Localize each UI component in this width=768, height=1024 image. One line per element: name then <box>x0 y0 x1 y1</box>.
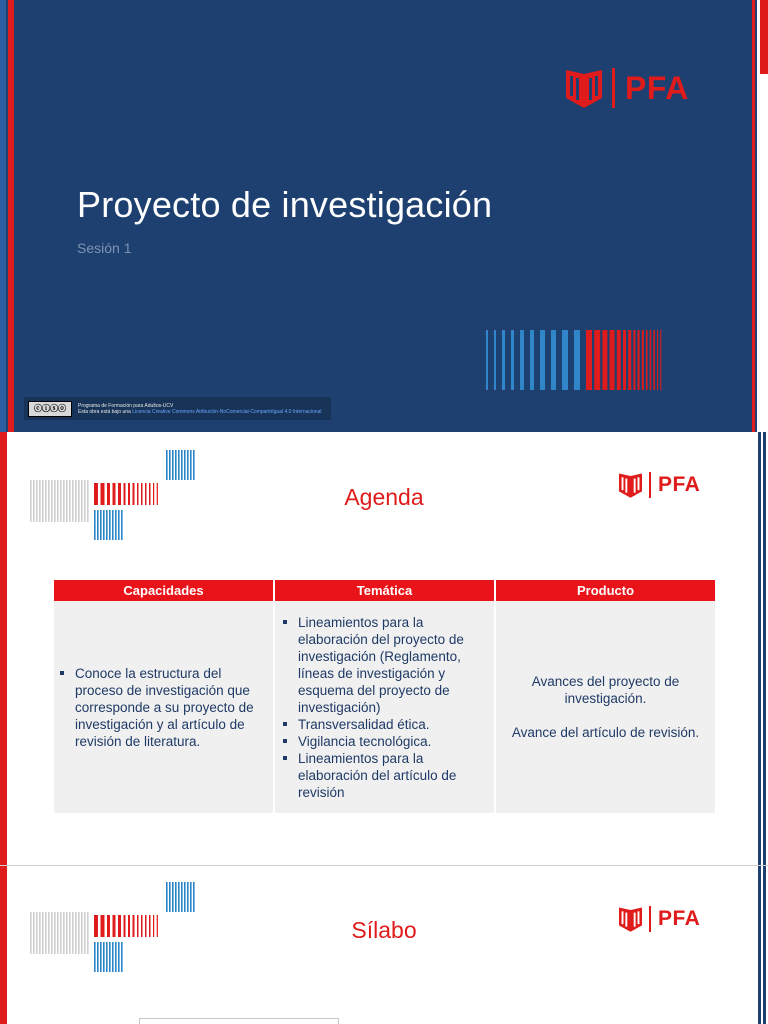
license-link[interactable]: Licencia Creative Commons Atribución-NoComercial-CompartirIgual 4.0 Internacional <box>132 408 322 415</box>
table-header-row <box>54 580 715 601</box>
by-icon: ⓘ <box>42 404 50 413</box>
agenda-table <box>54 580 715 813</box>
logo-separator <box>612 68 615 108</box>
agenda-slide <box>0 432 768 865</box>
title-slide <box>0 0 768 432</box>
content-frame <box>139 1018 339 1024</box>
list-item: Transversalidad ética. <box>277 716 490 733</box>
list-item: Vigilancia tecnológica. <box>277 733 490 750</box>
slide-subtitle: Sesión 1 <box>77 240 132 256</box>
cell-producto <box>495 601 715 813</box>
decorative-stripes <box>30 450 200 542</box>
logo-separator <box>649 906 651 932</box>
license-prefix: Esta obra está bajo una <box>78 408 131 415</box>
logo-separator <box>649 472 651 498</box>
slide-title: Proyecto de investigación <box>77 184 493 225</box>
cell-capacidades <box>54 601 274 813</box>
sa-icon: ⓞ <box>58 404 66 413</box>
logo-text: PFA <box>658 907 701 930</box>
cc-icon: ⓒ <box>34 404 42 413</box>
list-item: Conoce la estructura del proceso de investigación que corresponde a su proyecto de investigación y al artículo de revisión de literatura. <box>54 665 269 750</box>
pfa-logo <box>619 906 700 932</box>
right-red-stripe <box>752 0 755 432</box>
header-capacidades: Capacidades <box>54 580 274 601</box>
table-row <box>54 601 715 813</box>
left-red-stripe <box>8 0 14 432</box>
license-text <box>78 403 321 415</box>
logo-text: PFA <box>625 69 689 106</box>
logo-text: PFA <box>658 473 701 496</box>
slide-heading: Sílabo <box>351 917 417 943</box>
slide-heading: Agenda <box>344 484 424 510</box>
left-red-edge <box>0 432 7 865</box>
ucv-book-icon <box>619 906 642 932</box>
list-item: Lineamientos para la elaboración del proyecto de investigación (Reglamento, líneas de investigación y esquema del proyecto de investigación) <box>277 614 490 716</box>
left-red-edge <box>0 866 7 1024</box>
license-line-2 <box>78 409 321 415</box>
decorative-barcode-stripes <box>486 330 710 390</box>
right-navy-edge <box>758 432 761 865</box>
producto-item: Avances del proyecto de investigación. <box>531 674 680 706</box>
license-line-1: Programa de Formación para Adultos-UCV <box>78 402 174 409</box>
pfa-logo <box>619 472 700 498</box>
producto-item: Avance del artículo de revisión. <box>511 725 700 740</box>
ucv-book-icon <box>619 472 642 498</box>
pfa-logo <box>566 68 689 108</box>
right-navy-edge <box>758 866 761 1024</box>
list-item: Lineamientos para la elaboración del artículo de revisión <box>277 750 490 801</box>
header-producto: Producto <box>495 580 715 601</box>
nc-icon: ⓢ <box>50 404 58 413</box>
license-banner <box>24 397 331 420</box>
left-edge-stripe <box>0 0 6 432</box>
decorative-stripes <box>30 882 200 974</box>
cell-tematica <box>274 601 495 813</box>
right-navy-edge-2 <box>763 432 766 865</box>
header-tematica: Temática <box>274 580 495 601</box>
ucv-book-icon <box>566 68 602 108</box>
right-navy-edge-2 <box>763 866 766 1024</box>
cc-license-icon[interactable] <box>28 401 72 417</box>
right-edge-block <box>757 0 768 432</box>
silabo-slide <box>0 866 768 1024</box>
